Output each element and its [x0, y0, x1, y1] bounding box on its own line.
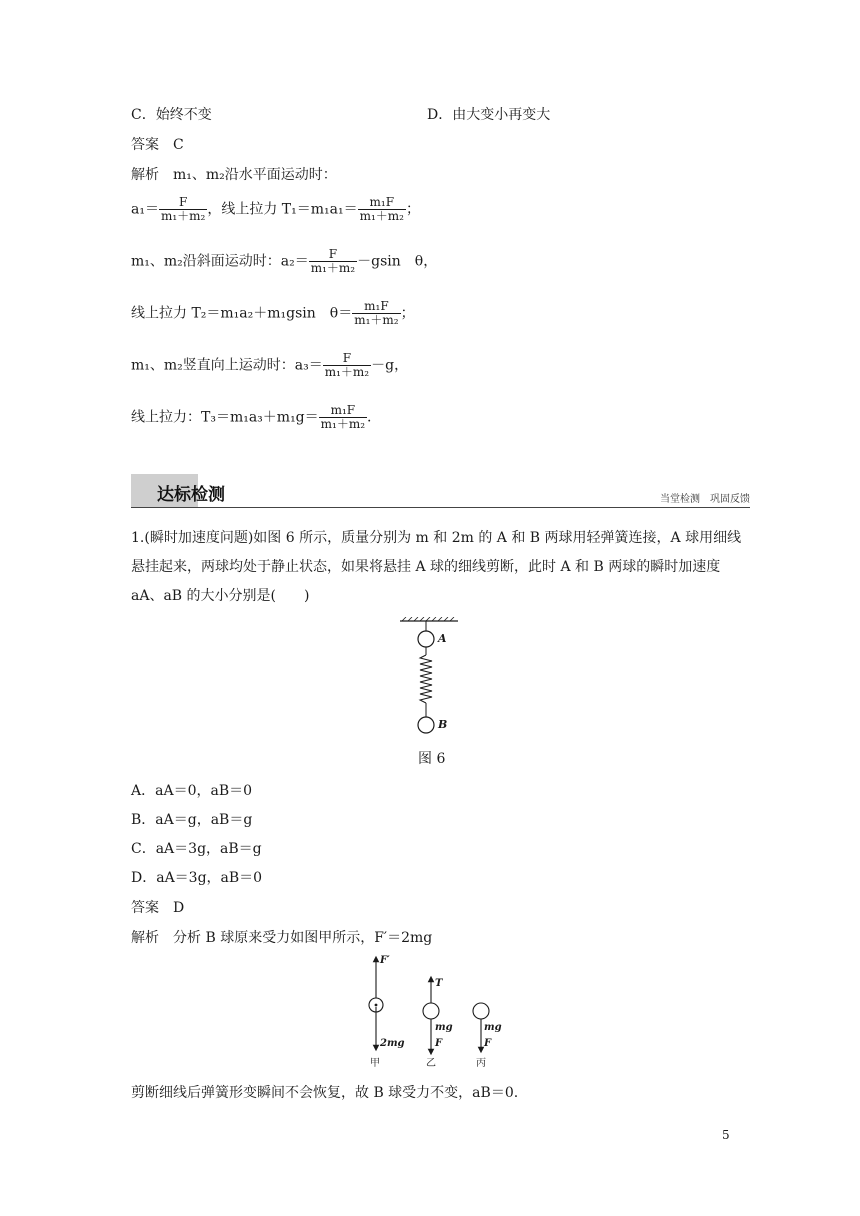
label-f-bing: F	[484, 1038, 492, 1049]
section-title: 达标检测	[157, 485, 225, 505]
label-f-yi: F	[435, 1038, 443, 1049]
section-rule	[131, 507, 750, 508]
analysis-intro: 解析 m₁、m₂沿水平面运动时：	[131, 167, 337, 183]
label-mg-bing: mg	[484, 1022, 502, 1033]
question-analysis: 解析 分析 B 球原来受力如图甲所示，F′＝2mg	[131, 930, 433, 946]
label-t: T	[435, 978, 443, 989]
option-d: D．由大变小再变大	[427, 107, 551, 123]
label-f-prime: F′	[380, 955, 390, 966]
label-jia: 甲	[370, 1058, 380, 1069]
analysis-line-4: m₁、m₂竖直向上运动时：a₃＝ $\frac{F}{\text{m₁＋m₂}}$ －g，	[131, 351, 409, 380]
section-subtitle: 当堂检测 巩固反馈	[660, 494, 750, 505]
question-option-a: A．aA＝0，aB＝0	[131, 783, 253, 799]
conclusion: 剪断细线后弹簧形变瞬间不会恢复，故 B 球受力不变，aB＝0.	[131, 1085, 519, 1101]
ball-a-label: A	[438, 632, 447, 645]
ball-b-label: B	[438, 718, 448, 731]
figure-caption: 图 6	[418, 751, 446, 767]
label-yi: 乙	[426, 1058, 436, 1069]
question-option-b: B．aA＝g，aB＝g	[131, 812, 253, 828]
label-mg-yi: mg	[435, 1022, 453, 1033]
force-diagram	[364, 955, 514, 1071]
analysis-line-3: 线上拉力 T₂＝m₁a₂＋m₁gsin θ＝ $\frac{\text{m₁F}}{\text{m₁＋m₂}}$ ；	[131, 299, 415, 328]
question-option-c: C．aA＝3g，aB＝g	[131, 841, 262, 857]
question-option-d: D．aA＝3g，aB＝0	[131, 870, 263, 886]
label-2mg: 2mg	[380, 1038, 405, 1049]
analysis-line-5: 线上拉力：T₃＝m₁a₃＋m₁g＝ $\frac{\text{m₁F}}{\text{m₁＋m₂}}$ .	[131, 403, 372, 432]
prev-answer: 答案 C	[131, 137, 184, 153]
analysis-line-2: m₁、m₂沿斜面运动时：a₂＝ $\frac{F}{\text{m₁＋m₂}}$ －gsin θ，	[131, 247, 438, 276]
spring-figure	[396, 617, 466, 739]
question-answer: 答案 D	[131, 900, 185, 916]
analysis-line-1: a₁＝ $\frac{F}{\text{m₁＋m₂}}$ ，线上拉力 T₁＝m₁a₁＝ $\frac{\text{m₁F}}{\text{m₁＋m₂}}$ ；	[131, 195, 420, 224]
page-number: 5	[722, 1128, 730, 1142]
option-c: C．始终不变	[131, 107, 212, 123]
question-text: 1.(瞬时加速度问题)如图 6 所示，质量分别为 m 和 2m 的 A 和 B 两球用轻弹簧连接，A 球用细线悬挂起来，两球均处于静止状态，如果将悬挂 A 球的细线剪断，此时 A 和 B 两球的瞬时加速度 aA、aB 的大小分别是( )	[131, 530, 742, 604]
section-header	[131, 474, 750, 508]
label-bing: 丙	[476, 1058, 486, 1069]
